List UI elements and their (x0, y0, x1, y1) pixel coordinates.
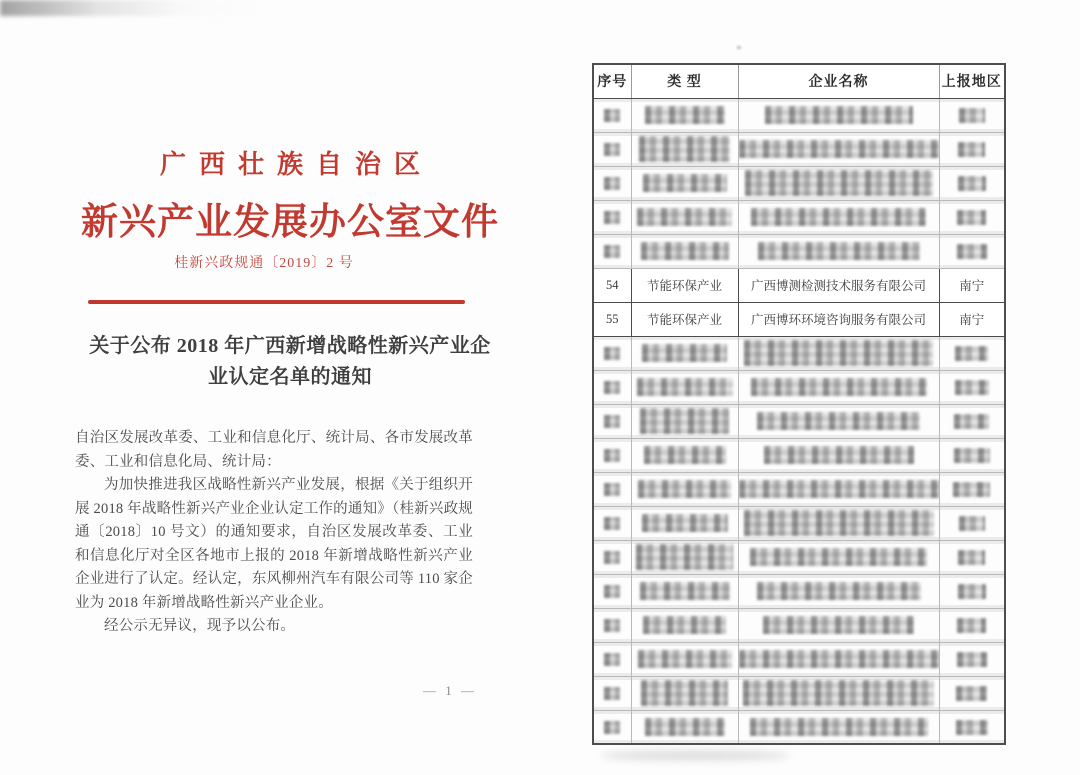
table-row-redacted (593, 676, 1005, 710)
body-paragraph-1: 为加快推进我区战略性新兴产业发展，根据《关于组织开展 2018 年战略性新兴产业企业认定工作的通知》（桂新兴政规通〔2018〕10 号文）的通知要求，自治区发展改革委、工业和信息化厅对全区各地市上报的 2018 年新增战略性新兴产业企业进行了认定。经认定，东风柳州汽车有限公司等 110 家企业为 2018 年新增战略性新兴产业企业。 (75, 477, 473, 611)
redacted-text-block (757, 582, 921, 600)
table-cell-redacted (631, 472, 738, 506)
table-row-redacted (593, 472, 1005, 506)
redacted-text-block (959, 108, 985, 123)
redacted-text-block (604, 653, 620, 666)
table-cell-redacted (738, 710, 939, 744)
table-cell-redacted (738, 336, 939, 370)
cell-serial-no: 55 (593, 302, 631, 336)
table-cell-redacted (738, 608, 939, 642)
redacted-text-block (604, 483, 620, 496)
redacted-text-block (604, 143, 620, 156)
redacted-text-block (642, 344, 727, 362)
table-row-redacted (593, 404, 1005, 438)
table-cell-redacted (939, 404, 1005, 438)
table-cell-redacted (593, 98, 631, 132)
table-row-redacted (593, 370, 1005, 404)
table-cell-redacted (939, 540, 1005, 574)
table-cell-redacted (939, 132, 1005, 166)
redacted-text-block (745, 170, 933, 196)
subject-line-2: 业认定名单的通知 (208, 366, 372, 388)
table-cell-redacted (593, 370, 631, 404)
table-cell-redacted (631, 200, 738, 234)
redacted-text-block (604, 177, 620, 190)
issuer-region-heading: 广西壮族自治区 (159, 150, 433, 179)
office-title-heading: 新兴产业发展办公室文件 (81, 202, 499, 243)
redacted-text-block (757, 412, 920, 430)
table-cell-redacted (939, 370, 1005, 404)
table-cell-redacted (738, 574, 939, 608)
redacted-text-block (955, 380, 989, 395)
table-cell-redacted (738, 676, 939, 710)
recipients-line: 自治区发展改革委、工业和信息化厅、统计局、各市发展改革委、工业和信息化局、统计局： (75, 430, 473, 470)
redacted-text-block (750, 548, 927, 566)
table-cell-redacted (939, 608, 1005, 642)
table-row-redacted (593, 166, 1005, 200)
table-cell-redacted (939, 506, 1005, 540)
table-cell-redacted (738, 540, 939, 574)
table-cell-redacted (738, 370, 939, 404)
redacted-text-block (645, 106, 725, 124)
scan-artifact-bottom (600, 750, 790, 761)
notice-body (75, 427, 473, 639)
redacted-text-block (638, 480, 731, 498)
table-row-redacted (593, 200, 1005, 234)
table-cell-redacted (939, 166, 1005, 200)
table-header-row (593, 64, 1005, 98)
table-cell-redacted (631, 574, 738, 608)
redacted-text-block (604, 585, 620, 598)
table-cell-redacted (738, 438, 939, 472)
table-row-redacted (593, 710, 1005, 744)
redacted-text-block (604, 415, 620, 428)
table-cell-redacted (939, 472, 1005, 506)
enterprise-table (592, 63, 1006, 745)
redacted-text-block (957, 618, 986, 633)
table-cell-redacted (631, 132, 738, 166)
notice-document (75, 0, 505, 775)
redacted-text-block (958, 142, 985, 157)
redacted-text-block (640, 582, 730, 600)
redacted-text-block (739, 140, 940, 158)
table-cell-redacted (738, 132, 939, 166)
redacted-text-block (743, 680, 934, 706)
table-cell-redacted (738, 200, 939, 234)
table-cell-redacted (738, 472, 939, 506)
redacted-text-block (604, 347, 620, 360)
redacted-text-block (643, 174, 727, 192)
table-cell-redacted (738, 642, 939, 676)
table-cell-redacted (631, 370, 738, 404)
redacted-text-block (604, 449, 620, 462)
redacted-text-block (638, 650, 732, 668)
enterprise-table-section (592, 63, 1006, 745)
table-cell-redacted (631, 676, 738, 710)
redacted-text-block (604, 109, 620, 122)
table-cell-redacted (738, 166, 939, 200)
redacted-text-block (744, 510, 934, 536)
redacted-text-block (604, 245, 620, 258)
table-cell-redacted (939, 642, 1005, 676)
cell-industry-type: 节能环保产业 (631, 268, 738, 302)
table-cell-redacted (593, 472, 631, 506)
table-cell-redacted (593, 234, 631, 268)
table-cell-redacted (939, 710, 1005, 744)
cell-region: 南宁 (939, 268, 1005, 302)
redacted-text-block (958, 176, 986, 191)
redacted-text-block (957, 244, 987, 259)
table-cell-redacted (939, 336, 1005, 370)
redacted-text-block (637, 208, 732, 226)
redacted-text-block (751, 378, 927, 396)
table-cell-redacted (939, 200, 1005, 234)
table-cell-redacted (593, 676, 631, 710)
redacted-text-block (604, 551, 620, 564)
table-cell-redacted (593, 710, 631, 744)
table-cell-redacted (939, 234, 1005, 268)
table-cell-redacted (593, 438, 631, 472)
table-cell-redacted (631, 540, 738, 574)
redacted-text-block (639, 136, 730, 162)
column-header-2: 企业名称 (738, 64, 939, 98)
table-cell-redacted (939, 676, 1005, 710)
table-cell-redacted (939, 574, 1005, 608)
redacted-text-block (604, 687, 620, 700)
redacted-text-block (954, 448, 990, 463)
redacted-text-block (642, 514, 728, 532)
table-cell-redacted (631, 98, 738, 132)
table-cell-redacted (631, 336, 738, 370)
table-cell-redacted (631, 438, 738, 472)
redacted-text-block (758, 242, 920, 260)
table-cell-redacted (593, 404, 631, 438)
redacted-text-block (644, 446, 726, 464)
table-cell-redacted (593, 506, 631, 540)
redacted-text-block (954, 414, 989, 429)
table-cell-redacted (939, 98, 1005, 132)
table-row-redacted (593, 574, 1005, 608)
table-row-redacted (593, 234, 1005, 268)
redacted-text-block (957, 210, 986, 225)
table-cell-redacted (738, 404, 939, 438)
table-row-redacted (593, 506, 1005, 540)
redacted-text-block (959, 516, 985, 531)
redacted-text-block (765, 106, 913, 124)
redacted-text-block (637, 378, 733, 396)
subject-line-1: 关于公布 2018 年广西新增战略性新兴产业企 (89, 335, 491, 357)
table-cell-redacted (738, 506, 939, 540)
redacted-text-block (604, 517, 620, 530)
table-cell-redacted (631, 404, 738, 438)
redacted-text-block (956, 686, 987, 701)
table-cell-redacted (593, 608, 631, 642)
table-row-redacted (593, 608, 1005, 642)
table-row-redacted (593, 642, 1005, 676)
redacted-text-block (604, 211, 620, 224)
table-cell-redacted (631, 166, 738, 200)
redacted-text-block (750, 718, 928, 736)
redacted-text-block (604, 619, 620, 632)
redacted-text-block (645, 718, 725, 736)
redacted-text-block (604, 721, 620, 734)
redacted-text-block (763, 616, 914, 634)
column-header-3: 上报地区 (939, 64, 1005, 98)
table-row-redacted (593, 336, 1005, 370)
cell-serial-no: 54 (593, 268, 631, 302)
redacted-text-block (641, 680, 728, 706)
redacted-text-block (955, 346, 988, 361)
redacted-text-block (953, 482, 990, 497)
redacted-text-block (604, 381, 620, 394)
column-header-1: 类 型 (631, 64, 738, 98)
table-row-redacted (593, 540, 1005, 574)
redacted-text-block (640, 408, 729, 434)
table-row (593, 268, 1005, 302)
table-row-redacted (593, 438, 1005, 472)
cell-region: 南宁 (939, 302, 1005, 336)
redacted-text-block (957, 652, 987, 667)
cell-company-name: 广西博环环境咨询服务有限公司 (738, 302, 939, 336)
table-row-redacted (593, 132, 1005, 166)
table-cell-redacted (631, 642, 738, 676)
column-header-0: 序号 (593, 64, 631, 98)
table-cell-redacted (593, 200, 631, 234)
document-number: 桂新兴政规通〔2019〕2 号 (174, 256, 354, 271)
table-cell-redacted (631, 506, 738, 540)
redacted-text-block (739, 650, 940, 668)
body-paragraph-2: 经公示无异议，现予以公布。 (104, 618, 296, 634)
redacted-text-block (764, 446, 914, 464)
table-cell-redacted (939, 438, 1005, 472)
table-cell-redacted (631, 608, 738, 642)
redacted-text-block (958, 584, 986, 599)
table-cell-redacted (593, 336, 631, 370)
table-cell-redacted (631, 710, 738, 744)
notice-subject (70, 331, 510, 393)
table-cell-redacted (593, 642, 631, 676)
table-cell-redacted (593, 166, 631, 200)
cell-industry-type: 节能环保产业 (631, 302, 738, 336)
table-row-redacted (593, 98, 1005, 132)
redacted-text-block (958, 550, 985, 565)
redacted-text-block (641, 242, 729, 260)
redacted-text-block (744, 340, 933, 366)
redacted-text-block (643, 616, 726, 634)
scan-artifact-dot (737, 46, 741, 49)
redacted-text-block (739, 480, 940, 498)
red-divider-rule (88, 300, 465, 304)
table-row (593, 302, 1005, 336)
redacted-text-block (636, 544, 733, 570)
cell-company-name: 广西博测检测技术服务有限公司 (738, 268, 939, 302)
table-cell-redacted (738, 234, 939, 268)
table-cell-redacted (593, 574, 631, 608)
table-cell-redacted (593, 540, 631, 574)
table-cell-redacted (738, 98, 939, 132)
page-number: — 1 — (423, 683, 477, 698)
table-cell-redacted (631, 234, 738, 268)
company-table-body (593, 98, 1005, 744)
redacted-text-block (751, 208, 926, 226)
redacted-text-block (956, 720, 988, 735)
table-cell-redacted (593, 132, 631, 166)
